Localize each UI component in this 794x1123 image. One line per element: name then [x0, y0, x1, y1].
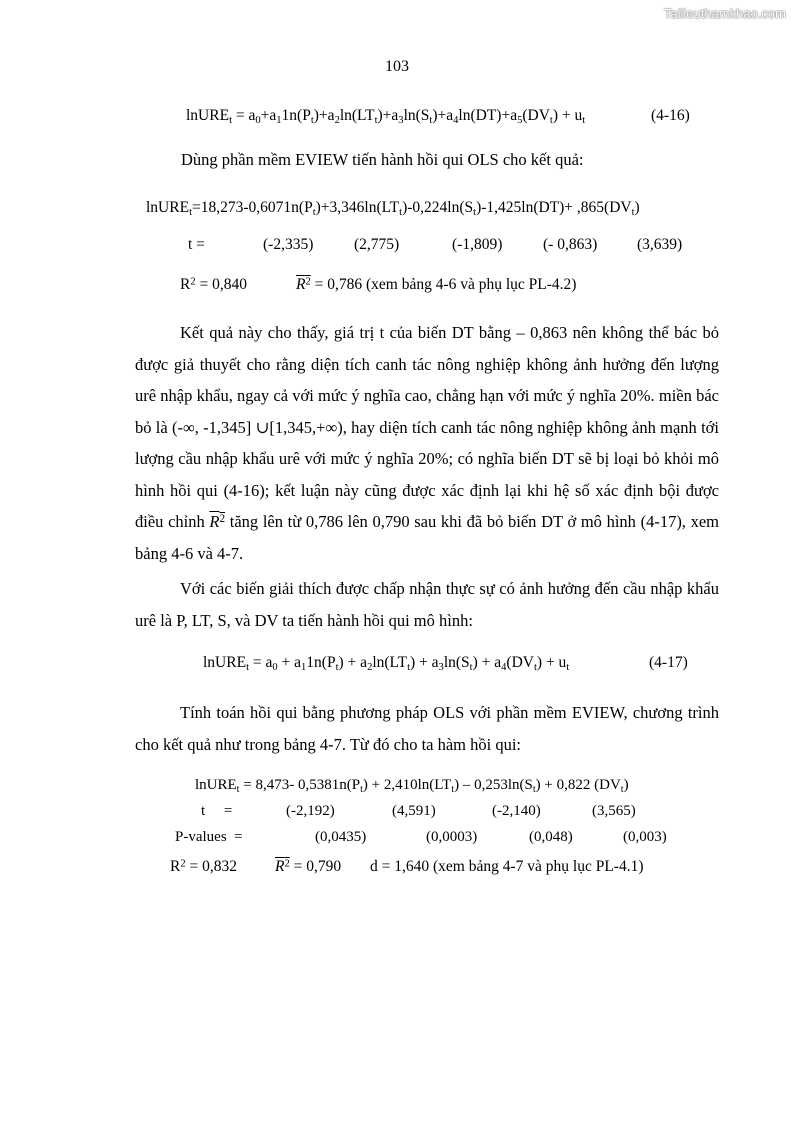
eq-text: +a	[260, 107, 277, 124]
subscript: t	[566, 661, 570, 673]
subscript: t	[246, 661, 249, 673]
t-stat-value: (-1,809)	[452, 236, 503, 253]
eq-text: ) + a	[410, 654, 439, 671]
subscript: 2	[367, 661, 373, 673]
est-text: =18,273-0,6071n(P	[192, 199, 313, 216]
subscript: 1	[301, 661, 307, 673]
subscript: 4	[501, 661, 507, 673]
subscript: t	[429, 114, 433, 126]
est-text: )-0,224ln(S	[402, 199, 474, 216]
estimated-equation-4-17	[195, 777, 629, 794]
subscript: t	[236, 783, 240, 795]
r2-symbol: R	[170, 858, 181, 875]
subscript: 5	[517, 114, 523, 126]
subscript: t	[360, 783, 363, 795]
eq-text: ln(S	[403, 107, 430, 124]
subscript: t	[473, 206, 477, 218]
subscript: t	[312, 206, 316, 218]
est-text: )	[623, 777, 629, 793]
eq-text: 1n(P	[281, 107, 311, 124]
intro-line: Dùng phần mềm EVIEW tiến hành hồi qui OLS cho kết quả:	[181, 150, 584, 169]
est-text: ) + 0,822 (DV	[535, 777, 621, 793]
t-stat-value: (-2,335)	[263, 236, 314, 253]
eq-text: ) + a	[472, 654, 502, 671]
paragraph-text: Tính toán hồi qui bằng phương pháp OLS với phần mềm EVIEW, chương trình cho kết quả như trong bảng 4-7. Từ đó cho ta hàm hồi qui:	[135, 703, 719, 754]
est-text: )	[634, 199, 640, 216]
durbin-watson: d = 1,640 (xem bảng 4-7 và phụ lục PL-4.1)	[370, 858, 644, 875]
subscript: t	[399, 206, 403, 218]
est-text: )-1,425ln(DT)+ ,865(DV	[476, 199, 632, 216]
subscript: t	[532, 783, 536, 795]
rbar-letter: R	[275, 858, 285, 875]
subscript: 3	[398, 114, 404, 126]
subscript: t	[407, 661, 410, 673]
eq-text: ln(LT	[372, 654, 408, 671]
subscript: 1	[276, 114, 282, 126]
paragraph-variables	[135, 573, 719, 636]
t-stat-value: (4,591)	[392, 803, 436, 819]
p-value: (0,048)	[529, 829, 573, 845]
eq-text: + a	[277, 654, 302, 671]
t-stat-value: (3,639)	[637, 236, 683, 253]
paragraph-text: Với các biến giải thích được chấp nhận thực sự có ảnh hưởng đến cầu nhập khẩu urê là P, LT, S, và DV ta tiến hành hồi qui mô hình:	[135, 579, 719, 630]
est-text: lnURE	[195, 777, 237, 793]
est-text: = 8,473- 0,5381n(P	[239, 777, 361, 793]
eq-text: lnURE	[203, 654, 247, 671]
subscript: t	[631, 206, 635, 218]
subscript: t	[620, 783, 624, 795]
t-stat-value: (-2,140)	[492, 803, 541, 819]
subscript: t	[451, 783, 455, 795]
subscript: t	[582, 114, 586, 126]
superscript: 2	[180, 858, 186, 870]
superscript: 2	[284, 858, 290, 870]
t-stat-value: (- 0,863)	[543, 236, 598, 253]
eq-text: ln(DT)+a	[458, 107, 518, 124]
p-value: (0,003)	[623, 829, 667, 845]
eq-text: lnURE	[186, 107, 230, 124]
est-text: ) + 2,410ln(LT	[362, 777, 452, 793]
eq-text: ln(S	[443, 654, 470, 671]
subscript: 4	[453, 114, 459, 126]
equation-tag-4-16: (4-16)	[651, 107, 690, 124]
rbar-symbol	[296, 276, 311, 293]
adjusted-r-squared-4-17	[275, 858, 341, 876]
estimated-equation-4-16	[146, 199, 640, 217]
paragraph-text: Kết quả này cho thấy, giá trị t của biến DT bằng – 0,863 nên không thể bác bỏ được giả thuyết cho rằng diện tích canh tác nông nghiệp không ảnh hưởng đến lượng urê nhập khẩu, ngay cả với mức ý nghĩa cao, chẳng hạn với mức ý nghĩa 20%. miền bác bỏ là (-∞, -1,345] ∪[1,345,+∞), hay diện tích canh tác nông nghiệp không ảnh mạnh tới lượng cầu nhập khẩu urê với mức ý nghĩa 20%; có nghĩa biến DT sẽ bị loại bỏ khỏi mô hình hồi qui (4-16); kết luận này cũng được xác định lại khi hệ số xác định bội được điều chỉnh	[135, 323, 719, 531]
eq-text: ) + u	[536, 654, 567, 671]
subscript: t	[229, 114, 232, 126]
eq-text: )+a	[313, 107, 335, 124]
eq-text: (DV	[506, 654, 534, 671]
paragraph-conclusion	[135, 317, 719, 569]
eq-text: ) + a	[338, 654, 368, 671]
t-stat-value: (3,565)	[592, 803, 636, 819]
subscript: t	[310, 114, 314, 126]
rbar-symbol	[209, 512, 225, 531]
subscript: 0	[255, 114, 261, 126]
eq-text: ln(LT	[339, 107, 375, 124]
superscript: 2	[219, 512, 226, 525]
eq-text: ) + u	[552, 107, 583, 124]
eq-text: )+a	[377, 107, 399, 124]
r2-symbol: R	[180, 276, 191, 293]
subscript: t	[335, 661, 339, 673]
est-text: lnURE	[146, 199, 190, 216]
r2-value: = 0,840	[195, 276, 247, 293]
eq-text: = a	[249, 654, 273, 671]
t-stat-label: t =	[188, 236, 205, 253]
t-stat-value: (-2,192)	[286, 803, 335, 819]
rbar-symbol	[275, 858, 290, 875]
subscript: t	[374, 114, 378, 126]
rbar-letter: R	[209, 512, 220, 531]
equation-4-17	[203, 654, 569, 672]
rbar-value: = 0,790	[289, 858, 342, 875]
eq-text: )+a	[432, 107, 454, 124]
est-text: )+3,346ln(LT	[315, 199, 400, 216]
equation-4-16	[186, 107, 585, 125]
p-values-label: P-values =	[175, 829, 243, 845]
subscript: t	[189, 206, 192, 218]
subscript: t	[469, 661, 473, 673]
superscript: 2	[305, 276, 311, 288]
est-text: ) – 0,253ln(S	[454, 777, 533, 793]
eq-text: = a	[232, 107, 256, 124]
subscript: 2	[334, 114, 340, 126]
subscript: t	[549, 114, 553, 126]
page-number: 103	[385, 58, 409, 75]
subscript: 3	[438, 661, 444, 673]
subscript: t	[533, 661, 537, 673]
watermark: Tailieuthamkhao.com	[663, 6, 786, 21]
paragraph-text: tăng lên từ 0,786 lên 0,790 sau khi đã bỏ biến DT ở mô hình (4-17), xem bảng 4-6 và 4-7.	[135, 512, 720, 563]
eq-text: (DV	[522, 107, 550, 124]
t-stat-label: t =	[201, 803, 233, 819]
r-squared-4-17	[170, 858, 237, 876]
rbar-value: = 0,786 (xem bảng 4-6 và phụ lục PL-4.2)	[310, 276, 577, 293]
r2-value: = 0,832	[185, 858, 237, 875]
p-value: (0,0435)	[315, 829, 367, 845]
subscript: 0	[272, 661, 278, 673]
rbar-letter: R	[296, 276, 306, 293]
t-stat-value: (2,775)	[354, 236, 400, 253]
eq-text: 1n(P	[306, 654, 336, 671]
r-squared-4-16	[180, 276, 247, 294]
paragraph-ols	[135, 697, 719, 760]
adjusted-r-squared-4-16	[296, 276, 576, 294]
p-value: (0,0003)	[426, 829, 478, 845]
equation-tag-4-17: (4-17)	[649, 654, 688, 671]
superscript: 2	[190, 276, 196, 288]
